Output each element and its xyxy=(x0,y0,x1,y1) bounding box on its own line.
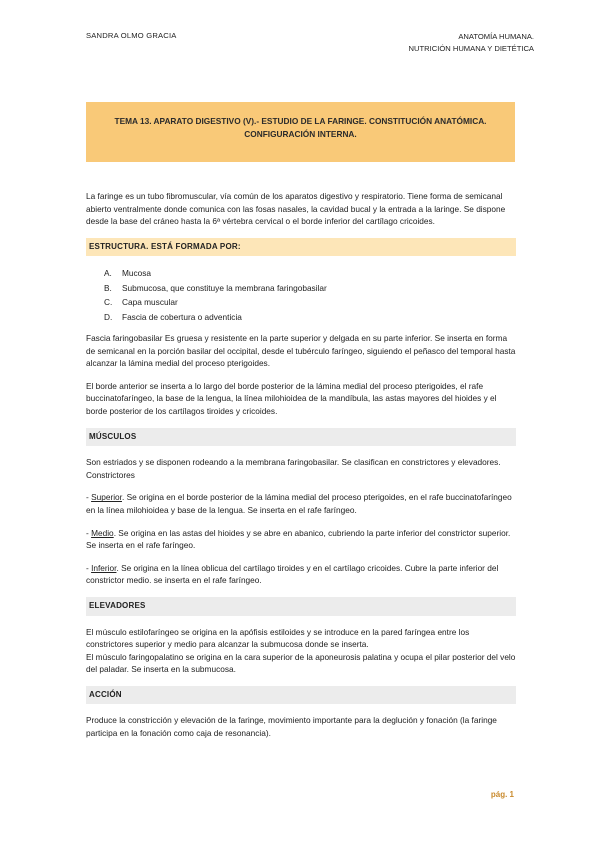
elevadores-paragraph xyxy=(86,626,516,676)
header-course xyxy=(409,31,534,55)
constrictor-superior xyxy=(86,491,516,516)
list-text: Mucosa xyxy=(122,268,152,279)
musculos-intro: Son estriados y se disponen rodeando a la membrana faringobasilar. Se clasifican en constrictores y elevadores. Constrictores xyxy=(86,457,501,480)
page-number: pág. 1 xyxy=(490,790,514,799)
header-author: SANDRA OLMO GRACIA xyxy=(86,31,177,40)
section-heading-musculos: MÚSCULOS xyxy=(86,428,516,447)
title-line2: CONFIGURACIÓN INTERNA. xyxy=(244,129,357,139)
list-item xyxy=(86,310,516,324)
header-course-line1: ANATOMÍA HUMANA. xyxy=(458,32,534,41)
list-text: Fascia de cobertura o adventicia xyxy=(122,311,242,322)
elevadores-text-2: El músculo faringopalatino se origina en la cara superior de la aponeurosis palatina y ocupa el pilar posterior del velo del paladar. Se inserta en la submucosa. xyxy=(86,651,516,675)
document-title xyxy=(86,102,515,162)
title-line1: TEMA 13. APARATO DIGESTIVO (V).- ESTUDIO DE LA FARINGE. CONSTITUCIÓN ANATÓMICA. xyxy=(114,116,487,126)
intro-paragraph: La faringe es un tubo fibromuscular, vía común de los aparatos digestivo y respiratorio. Tiene forma de semicanal abierto ventralmente donde comunica con las fosas nasales, la cavidad bucal y la entrada a la laringe. Se dispone desde la base del cráneo hasta la 6ª vértebra cervical o el borde inferior del cartílago cricoides. xyxy=(86,191,506,227)
constrictor-text: . Se origina en el borde posterior de la lámina medial del proceso pterigoides, en el rafe buccinatofaríngeo en la línea milohioidea y base de la lengua. Se inserta en el rafe faríngeo. xyxy=(86,492,512,515)
list-item xyxy=(86,295,516,309)
dash: - xyxy=(86,492,92,503)
list-text: Capa muscular xyxy=(122,297,178,308)
structure-list xyxy=(86,266,516,324)
document-body xyxy=(86,190,516,750)
dash: - xyxy=(86,562,92,573)
list-marker: A. xyxy=(104,268,112,279)
constrictor-text: . Se origina en la línea oblicua del cartílago tiroides y en el cartílago cricoides. Cubre la parte inferior del constrictor medio. se inserta en el rafe faríngeo. xyxy=(86,562,499,586)
accion-paragraph: Produce la constricción y elevación de la faringe, movimiento importante para la deglución y fonación (la faringe participa en la fonación como caja de resonancia). xyxy=(86,715,497,739)
fascia-paragraph: Fascia faringobasilar Es gruesa y resistente en la parte superior y delgada en su parte inferior. Se inserta en forma de semicanal en la porción basilar del occipital, desde el tubérculo faríngeo, siguiendo el peñasco del temporal hasta alcanzar la lámina medial del proceso pterigoides. xyxy=(86,333,516,369)
constrictor-text: . Se origina en las astas del hioides y se abre en abanico, cubriendo la parte inferior del constrictor superior. Se inserta en el rafe faríngeo. xyxy=(86,527,511,551)
section-heading-elevadores: ELEVADORES xyxy=(86,597,516,616)
elevadores-text-1: El músculo estilofaríngeo se origina en la apófisis estiloides y se introduce en la pared faríngea entre los constrictores superior y medio para alcanzar la submucosa donde se inserta. xyxy=(86,626,470,650)
list-marker: B. xyxy=(104,282,112,293)
constrictor-name: Superior xyxy=(91,492,122,503)
dash: - xyxy=(86,527,92,538)
section-heading-accion: ACCIÓN xyxy=(86,686,516,705)
borde-paragraph: El borde anterior se inserta a lo largo del borde posterior de la lámina medial del proceso pterigoides, el rafe buccinatofaríngeo, la base de la lengua, la línea milohioidea de la mandíbula, las astas mayores del hioides y el borde posterior de los cartílagos tiroides y cricoides. xyxy=(86,380,497,416)
list-marker: C. xyxy=(104,297,113,308)
constrictor-medio xyxy=(86,527,516,552)
list-item xyxy=(86,281,516,295)
constrictor-name: Inferior xyxy=(91,562,117,573)
section-heading-estructura: ESTRUCTURA. ESTÁ FORMADA POR: xyxy=(86,238,516,257)
list-text: Submucosa, que constituye la membrana faringobasilar xyxy=(122,282,327,293)
header-course-line2: NUTRICIÓN HUMANA Y DIETÉTICA xyxy=(408,44,534,53)
list-marker: D. xyxy=(104,311,113,322)
constrictor-inferior xyxy=(86,562,516,587)
list-item xyxy=(86,266,516,280)
constrictor-name: Medio xyxy=(91,527,114,538)
